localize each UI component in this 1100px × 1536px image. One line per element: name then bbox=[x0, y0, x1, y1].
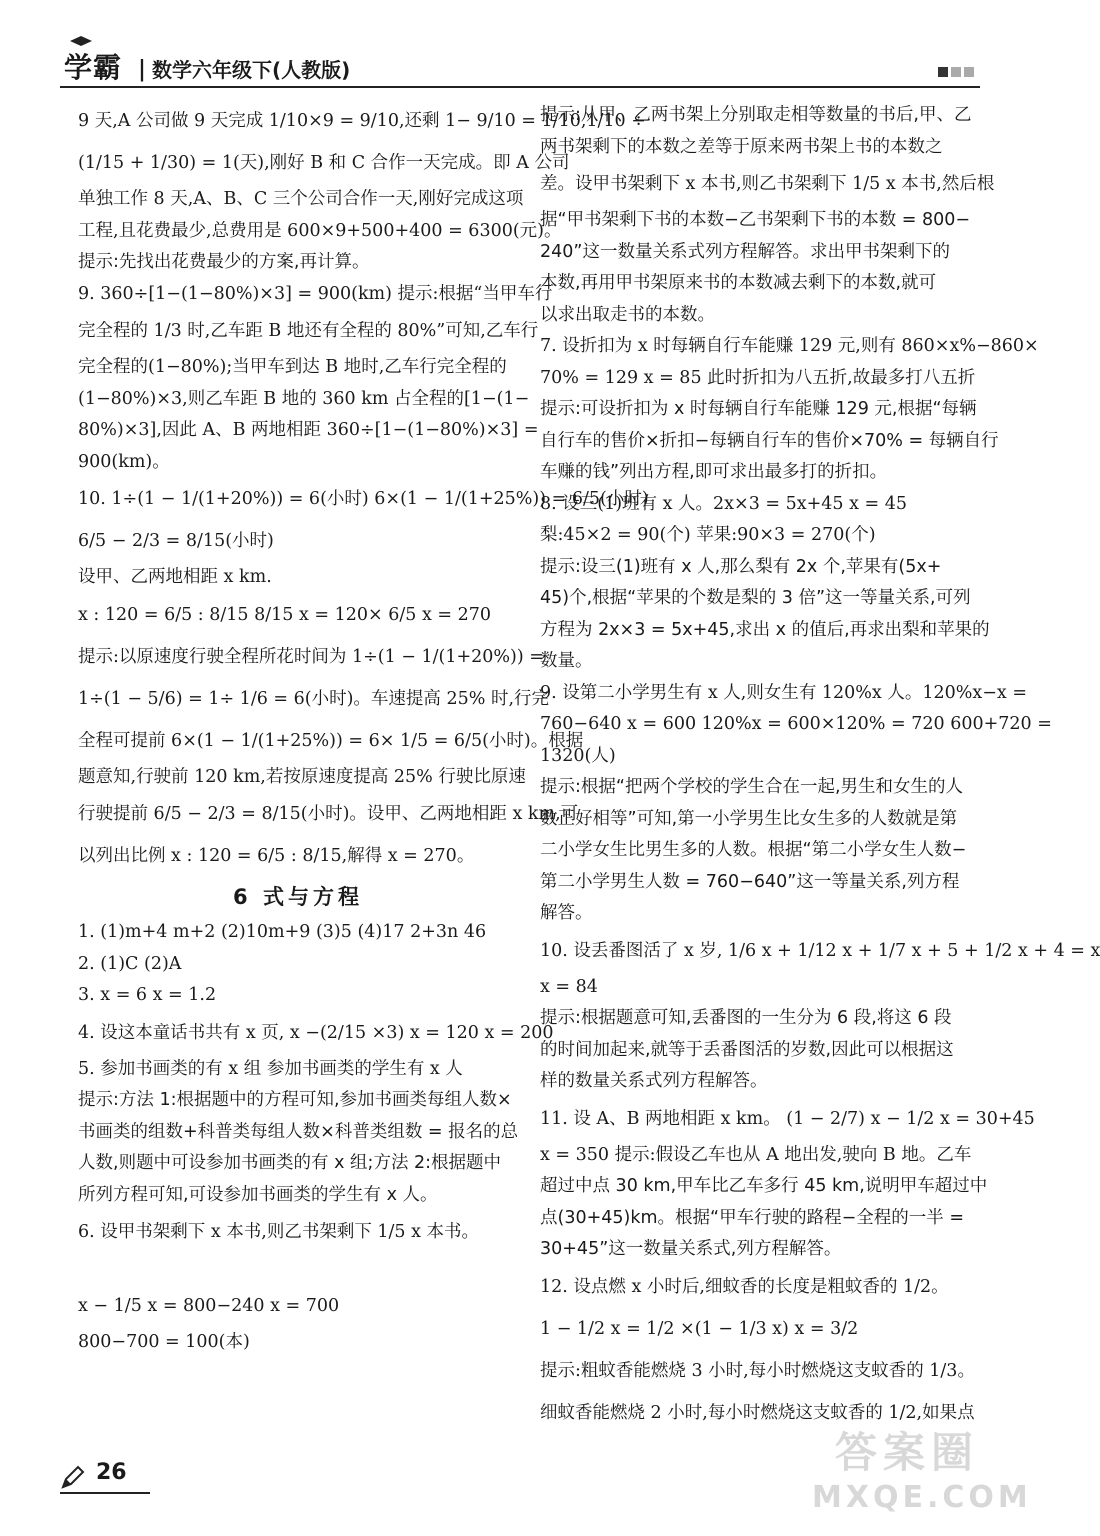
hint-line: 书画类的组数+科普类每组人数×科普类组数 = 报名的总 bbox=[78, 1121, 519, 1142]
text-line: 设甲、乙两地相距 x km. bbox=[78, 567, 272, 587]
hint-line: 据“甲书架剩下书的本数−乙书架剩下书的本数 = 800− bbox=[540, 210, 971, 230]
text-line: 完全程的(1−80%);当甲车到达 B 地时,乙车行完全程的 bbox=[78, 357, 507, 377]
hint-line: 自行车的售价×折扣−每辆自行车的售价×70% = 每辆自行 bbox=[540, 430, 999, 451]
text-line: 900(km)。 bbox=[78, 451, 170, 472]
hint-line: 数正好相等”可知,第一小学男生比女生多的人数就是第 bbox=[540, 808, 958, 829]
text-line: 1. (1)m+4 m+2 (2)10m+9 (3)5 (4)17 2+3n 46 bbox=[78, 922, 487, 942]
hint-line: 的时间加起来,就等于丢番图活的岁数,因此可以根据这 bbox=[540, 1039, 954, 1060]
header-separator: | bbox=[138, 56, 147, 82]
text-line: 80%)×3],因此 A、B 两地相距 360÷[1−(1−80%)×3] = bbox=[78, 420, 539, 440]
text-line: 6/5 − 2/3 = 8/15(小时) bbox=[78, 531, 274, 551]
text-line: 2. (1)C (2)A bbox=[78, 953, 182, 974]
section-heading: 6 式与方程 bbox=[233, 885, 363, 909]
hint-line: 提示:根据题意可知,丢番图的一生分为 6 段,将这 6 段 bbox=[540, 1008, 952, 1028]
text-line: 3. x = 6 x = 1.2 bbox=[78, 985, 217, 1005]
hint-line: 车赚的钱”列出方程,即可求出最多打的折扣。 bbox=[540, 462, 888, 482]
hint-line: 超过中点 30 km,甲车比乙车多行 45 km,说明甲车超过中 bbox=[540, 1176, 988, 1196]
text-line: 题意知,行驶前 120 km,若按原速度提高 25% 行驶比原速 bbox=[78, 766, 526, 787]
hint-line: 本数,再用甲书架原来书的本数减去剩下的本数,就可 bbox=[540, 273, 937, 293]
hint-line: 方程为 2x×3 = 5x+45,求出 x 的值后,再求出梨和苹果的 bbox=[540, 619, 990, 640]
text-line: 70% = 129 x = 85 此时折扣为八五折,故最多打八五折 bbox=[540, 367, 976, 388]
text-line: 8. 设三(1)班有 x 人。2x×3 = 5x+45 x = 45 bbox=[540, 493, 908, 514]
hint-line: 以求出取走书的本数。 bbox=[540, 304, 715, 325]
page-number: 26 bbox=[96, 1460, 127, 1485]
hint-line: 提示:设三(1)班有 x 人,那么梨有 2x 个,苹果有(5x+ bbox=[540, 556, 942, 577]
brand-logo: 学霸 bbox=[64, 51, 123, 84]
text-line: 760−640 x = 600 120%x = 600×120% = 720 600+720 = bbox=[540, 714, 1052, 734]
text-line: 800−700 = 100(本) bbox=[78, 1331, 250, 1352]
text-line: 7. 设折扣为 x 时每辆自行车能赚 129 元,则有 860×x%−860× bbox=[540, 336, 1039, 356]
text-line: 10. 设丢番图活了 x 岁, 1/6 x + 1/12 x + 1/7 x + 5 + 1/2 x + 4 = x bbox=[540, 940, 1100, 961]
watermark-logo: 答案圈 bbox=[834, 1428, 979, 1477]
hint-line: 解答。 bbox=[540, 903, 593, 923]
text-line: 11. 设 A、B 两地相距 x km。 (1 − 2/7) x − 1/2 x = 30+45 bbox=[540, 1108, 1035, 1129]
text-line: 9. 设第二小学男生有 x 人,则女生有 120%x 人。120%x−x = bbox=[540, 682, 1027, 703]
header-decoration bbox=[935, 62, 974, 81]
text-line: x : 120 = 6/5 : 8/15 8/15 x = 120× 6/5 x = 270 bbox=[78, 604, 492, 625]
text-line: 12. 设点燃 x 小时后,细蚊香的长度是粗蚊香的 1/2。 bbox=[540, 1276, 949, 1297]
text-line: x = 350 提示:假设乙车也从 A 地出发,驶向 B 地。乙车 bbox=[540, 1144, 972, 1165]
text-line: 单独工作 8 天,A、B、C 三个公司合作一天,刚好完成这项 bbox=[78, 189, 524, 209]
text-line: 提示:以原速度行驶全程所花时间为 1÷(1 − 1/(1+20%)) = bbox=[78, 646, 544, 667]
hint-line: 样的数量关系式列方程解答。 bbox=[540, 1071, 768, 1091]
text-line: 差。设甲书架剩下 x 本书,则乙书架剩下 1/5 x 本书,然后根 bbox=[540, 174, 995, 194]
text-line: 1÷(1 − 5/6) = 1÷ 1/6 = 6(小时)。车速提高 25% 时,行完 bbox=[78, 688, 550, 709]
text-line: x − 1/5 x = 800−240 x = 700 bbox=[78, 1295, 340, 1316]
hint-line: 提示:从甲、乙两书架上分别取走相等数量的书后,甲、乙 bbox=[540, 105, 972, 125]
text-line: 提示:粗蚊香能燃烧 3 小时,每小时燃烧这支蚊香的 1/3。 bbox=[540, 1360, 975, 1381]
hint-line: 所列方程可知,可设参加书画类的学生有 x 人。 bbox=[78, 1184, 438, 1205]
text-line: 1320(人) bbox=[540, 745, 616, 766]
hint-line: 数量。 bbox=[540, 651, 593, 671]
hint-line: 两书架剩下的本数之差等于原来两书架上书的本数之 bbox=[540, 136, 943, 157]
text-line: x = 84 bbox=[540, 976, 598, 997]
hint-line: 点(30+45)km。根据“甲车行驶的路程−全程的一半 = bbox=[540, 1207, 964, 1228]
hint-line: 第二小学男生人数 = 760−640”这一等量关系,列方程 bbox=[540, 871, 960, 892]
hint-line: 提示:先找出花费最少的方案,再计算。 bbox=[78, 252, 370, 272]
hint-line: 45)个,根据“苹果的个数是梨的 3 倍”这一等量关系,可列 bbox=[540, 588, 971, 608]
hint-line: 30+45”这一数量关系式,列方程解答。 bbox=[540, 1239, 842, 1259]
hint-line: 提示:根据“把两个学校的学生合在一起,男生和女生的人 bbox=[540, 777, 964, 797]
text-line: (1/15 + 1/30) = 1(天),刚好 B 和 C 合作一天完成。即 A 公司 bbox=[78, 153, 570, 173]
text-line: 9. 360÷[1−(1−80%)×3] = 900(km) 提示:根据“当甲车行 bbox=[78, 283, 553, 304]
watermark-url: MXQE.COM bbox=[812, 1480, 1032, 1515]
text-line: 全程可提前 6×(1 − 1/(1+25%)) = 6× 1/5 = 6/5(小时)。根据 bbox=[78, 730, 584, 751]
right-column bbox=[540, 100, 1100, 1434]
hint-line: 240”这一数量关系式列方程解答。求出甲书架剩下的 bbox=[540, 241, 950, 262]
page-footer bbox=[60, 1460, 150, 1494]
text-line: 9 天,A 公司做 9 天完成 1/10×9 = 9/10,还剩 1− 9/10 = 1/10,1/10 ÷ bbox=[78, 111, 646, 131]
page-header bbox=[60, 46, 980, 88]
hint-line: 二小学女生比男生多的人数。根据“第二小学女生人数− bbox=[540, 840, 967, 860]
hint-line: 提示:方法 1:根据题中的方程可知,参加书画类每组人数× bbox=[78, 1090, 512, 1110]
hint-line: 人数,则题中可设参加书画类的有 x 组;方法 2:根据题中 bbox=[78, 1153, 502, 1173]
text-line: 工程,且花费最少,总费用是 600×9+500+400 = 6300(元)。 bbox=[78, 220, 562, 241]
book-title: 数学六年级下(人教版) bbox=[152, 58, 351, 82]
text-line: 5. 参加书画类的有 x 组 参加书画类的学生有 x 人 bbox=[78, 1058, 463, 1079]
hint-line: 提示:可设折扣为 x 时每辆自行车能赚 129 元,根据“每辆 bbox=[540, 399, 977, 419]
text-line: 细蚊香能燃烧 2 小时,每小时燃烧这支蚊香的 1/2,如果点 bbox=[540, 1402, 975, 1423]
watermark bbox=[812, 1420, 1032, 1515]
text-line: 10. 1÷(1 − 1/(1+20%)) = 6(小时) 6×(1 − 1/(1+25%)) = 6/5(小时) bbox=[78, 489, 649, 509]
text-line: 梨:45×2 = 90(个) 苹果:90×3 = 270(个) bbox=[540, 525, 876, 545]
text-line bbox=[78, 1253, 518, 1285]
pencil-icon bbox=[60, 1464, 86, 1490]
text-line: 以列出比例 x : 120 = 6/5 : 8/15,解得 x = 270。 bbox=[78, 846, 475, 866]
text-line: 1 − 1/2 x = 1/2 ×(1 − 1/3 x) x = 3/2 bbox=[540, 1318, 859, 1339]
text-line: 6. 设甲书架剩下 x 本书,则乙书架剩下 1/5 x 本书。 bbox=[78, 1222, 480, 1242]
text-line: 行驶提前 6/5 − 2/3 = 8/15(小时)。设甲、乙两地相距 x km,可 bbox=[78, 804, 579, 824]
text-line: (1−80%)×3,则乙车距 B 地的 360 km 占全程的[1−(1− bbox=[78, 388, 530, 409]
text-line: 完全程的 1/3 时,乙车距 B 地还有全程的 80%”可知,乙车行 bbox=[78, 321, 539, 341]
text-line: 4. 设这本童话书共有 x 页, x −(2/15 ×3) x = 120 x = 200 bbox=[78, 1022, 554, 1043]
